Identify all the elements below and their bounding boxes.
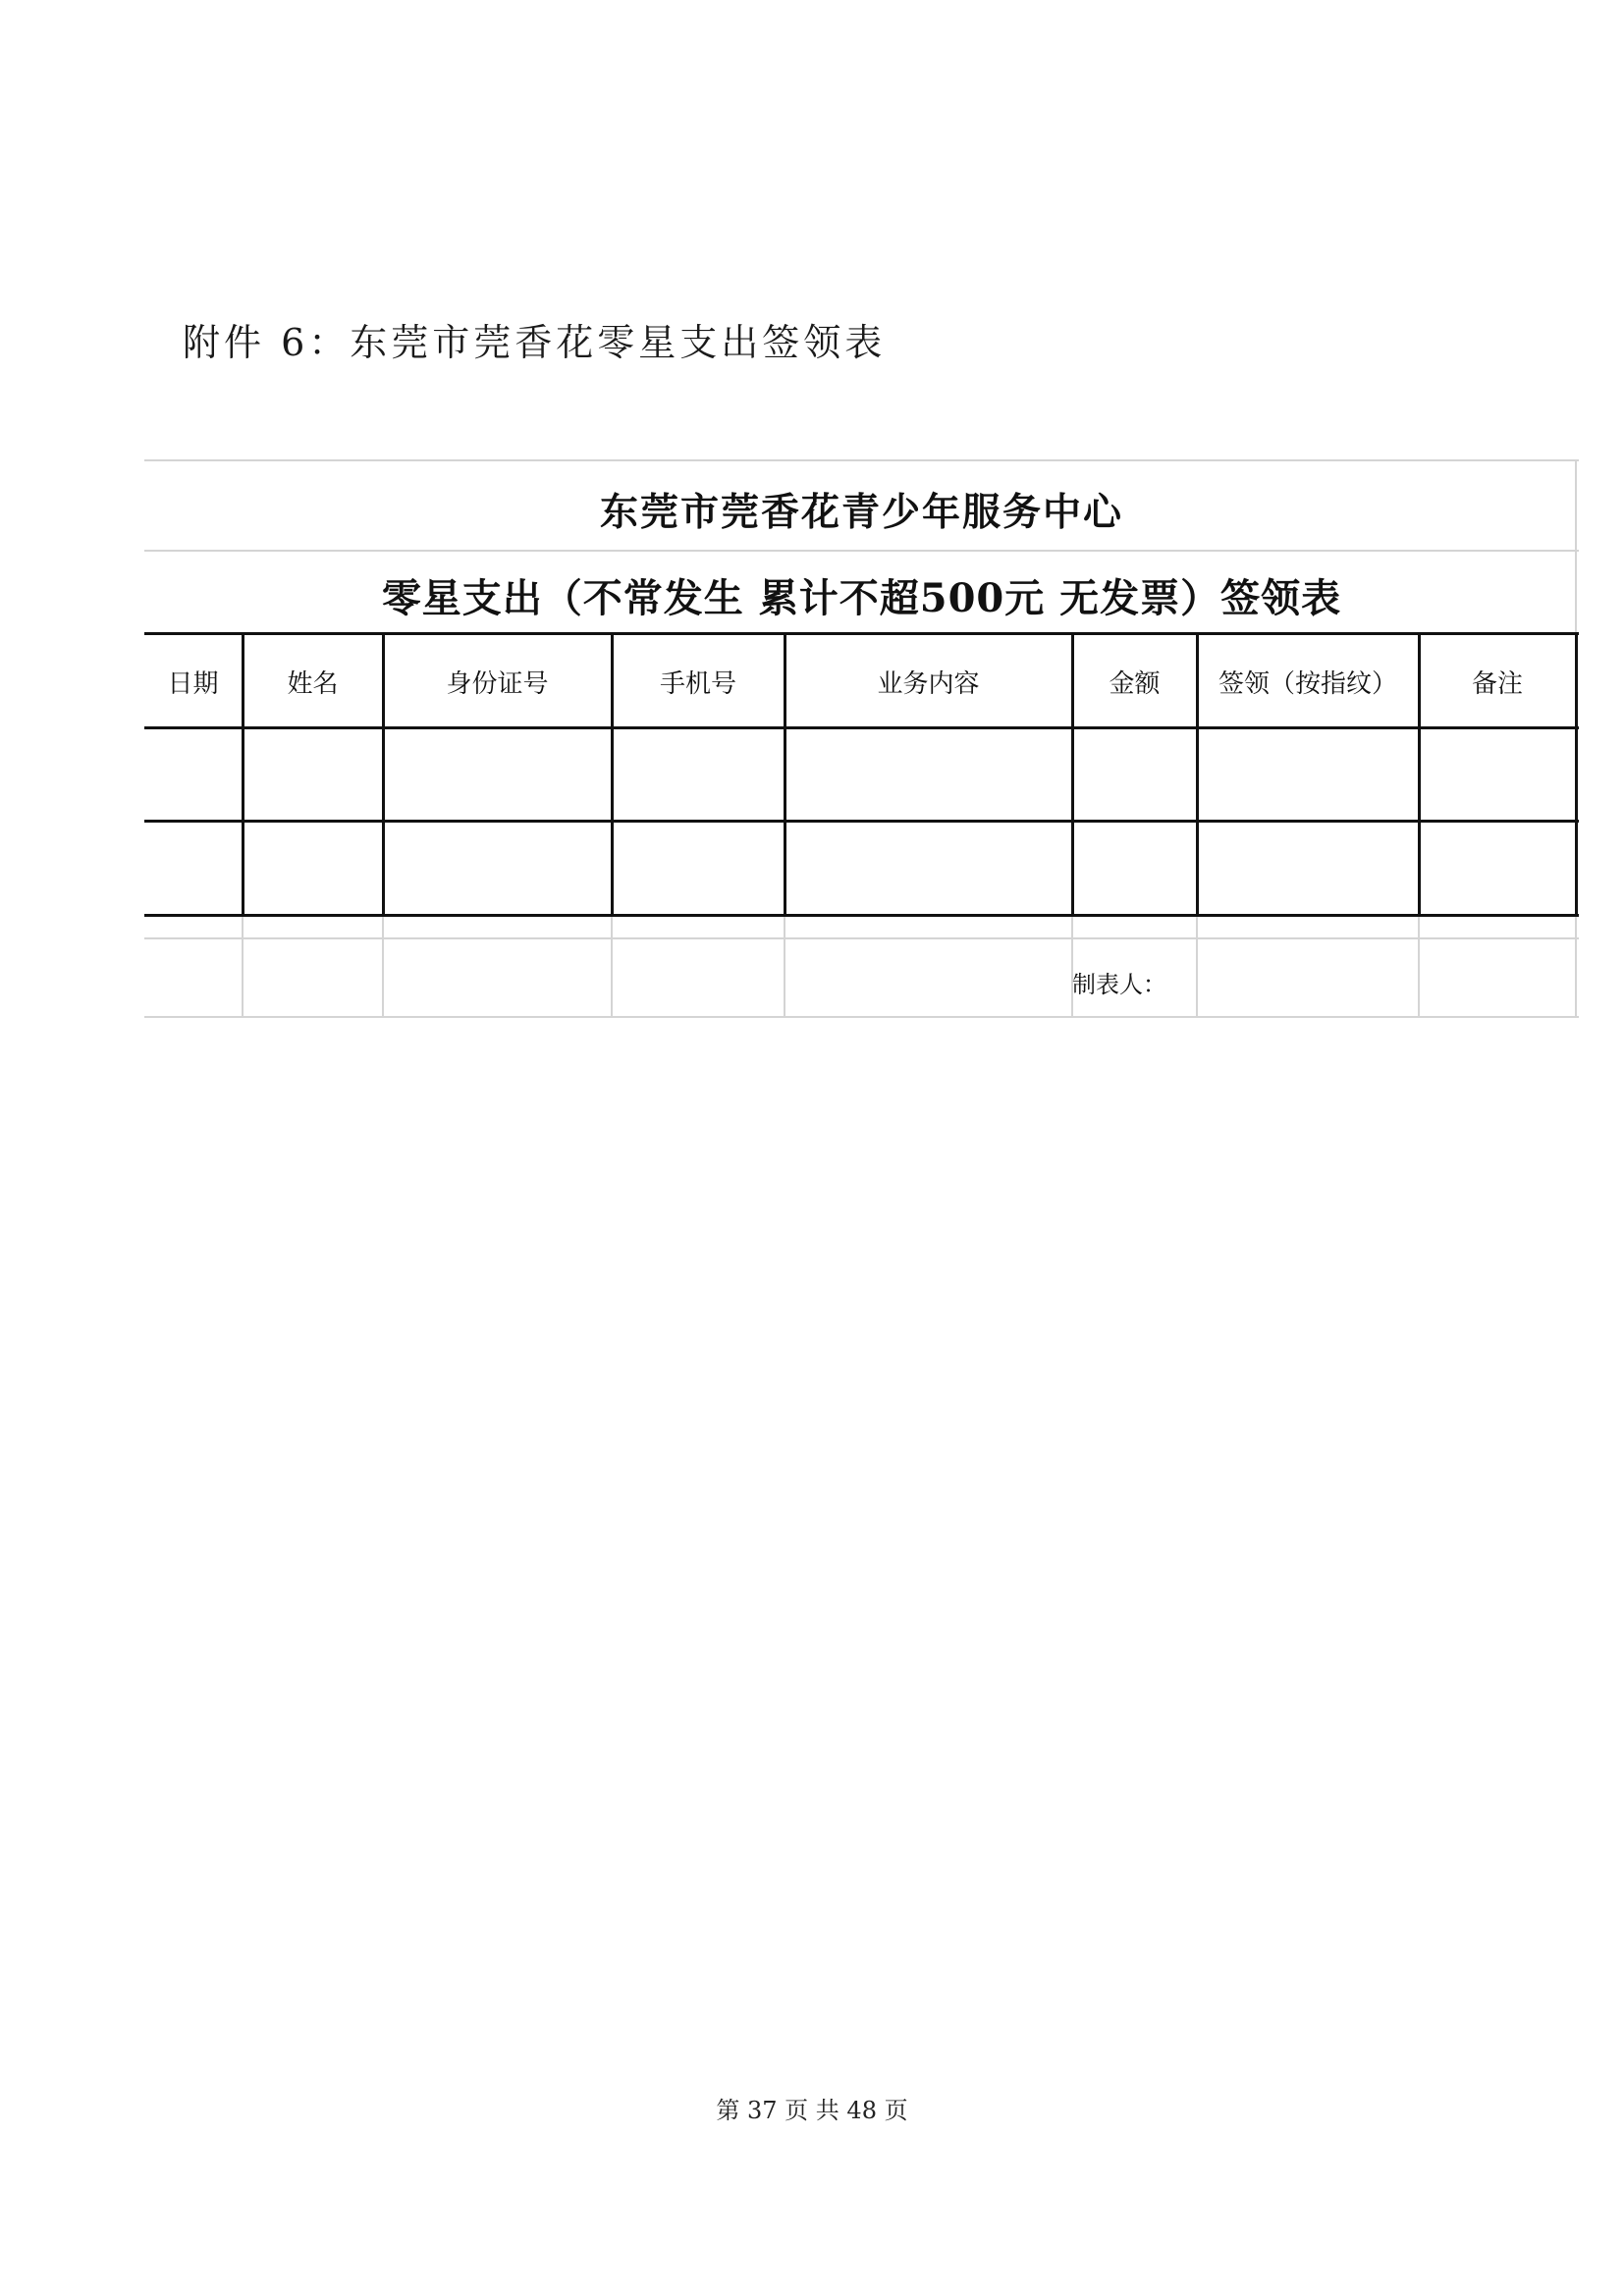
column-header-date: 日期 <box>167 668 219 699</box>
table-row-2-phone-cell[interactable] <box>614 823 784 914</box>
gridline <box>144 937 1579 939</box>
table-row-2-name-cell[interactable] <box>244 823 382 914</box>
table-row-1-date-cell[interactable] <box>144 729 242 820</box>
page-number: 第 37 页 共 48 页 <box>716 2097 908 2124</box>
column-header-signature: 签领（按指纹） <box>1218 668 1397 699</box>
gridline <box>382 916 384 1018</box>
gridline <box>1196 916 1198 1018</box>
table-row-2-business-cell[interactable] <box>786 823 1071 914</box>
table-row-1-phone-cell[interactable] <box>614 729 784 820</box>
column-header-phone: 手机号 <box>659 668 736 699</box>
table-row-2-date-cell[interactable] <box>144 823 242 914</box>
column-header-id-number: 身份证号 <box>446 668 549 699</box>
table-row-2-remarks-cell[interactable] <box>1421 823 1575 914</box>
gridline <box>1575 916 1577 1018</box>
table-row-2-signature-cell[interactable] <box>1199 823 1418 914</box>
gridline <box>611 916 613 1018</box>
gridline <box>242 916 244 1018</box>
table-row-1-name-cell[interactable] <box>244 729 382 820</box>
form-org-title: 东莞市莞香花青少年服务中心 <box>599 490 1123 535</box>
gridline <box>1418 916 1420 1018</box>
table-row-1-signature-cell[interactable] <box>1199 729 1418 820</box>
table-border <box>1575 632 1578 917</box>
gridline <box>144 550 1579 552</box>
table-row-1-remarks-cell[interactable] <box>1421 729 1575 820</box>
table-row-2-id-cell[interactable] <box>385 823 611 914</box>
table-border <box>144 914 1579 917</box>
table-row-1-amount-cell[interactable] <box>1074 729 1196 820</box>
expense-sign-form <box>144 459 1579 1019</box>
table-row-1-id-cell[interactable] <box>385 729 611 820</box>
table-row-1-business-cell[interactable] <box>786 729 1071 820</box>
gridline <box>144 1016 1579 1018</box>
form-title: 零星支出（不常发生 累计不超500元 无发票）签领表 <box>381 575 1342 621</box>
gridline <box>784 916 785 1018</box>
gridline <box>144 459 1579 461</box>
column-header-business: 业务内容 <box>877 668 980 699</box>
column-header-name: 姓名 <box>287 668 339 699</box>
column-header-remarks: 备注 <box>1471 668 1523 699</box>
column-header-amount: 金额 <box>1109 668 1161 699</box>
preparer-label: 制表人： <box>1072 971 1166 998</box>
attachment-title: 附件 6：东莞市莞香花零星支出签领表 <box>183 321 887 364</box>
table-row-2-amount-cell[interactable] <box>1074 823 1196 914</box>
